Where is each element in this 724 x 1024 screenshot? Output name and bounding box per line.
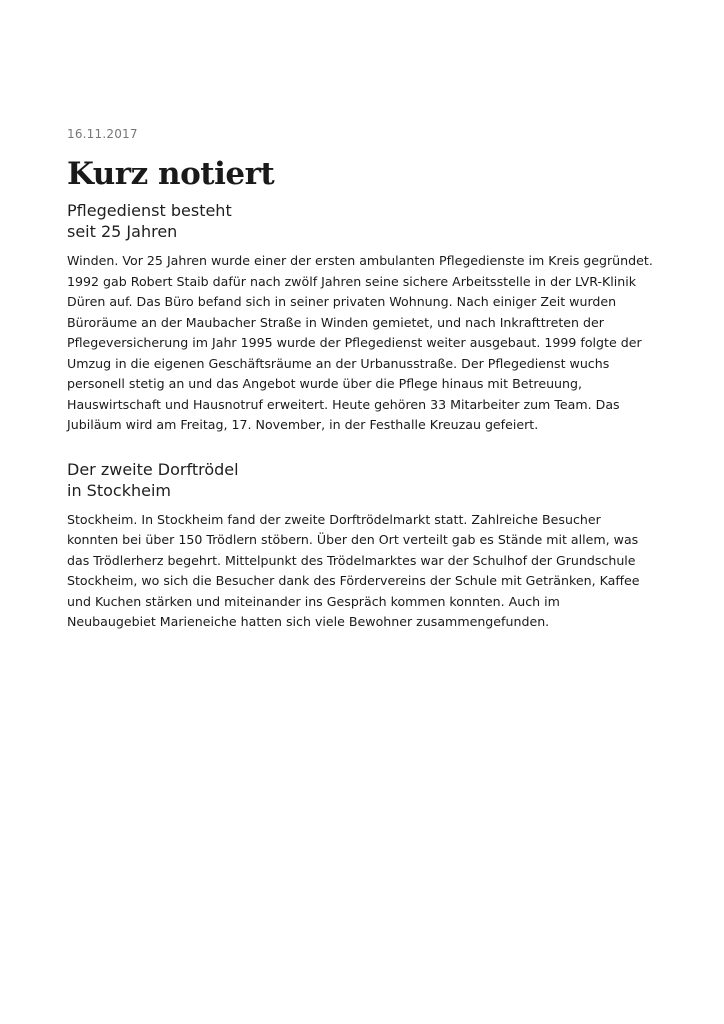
body-line: Jubiläum wird am Freitag, 17. November, in der Festhalle Kreuzau gefeiert. (67, 417, 539, 432)
news-item-body (67, 251, 667, 436)
body-line: konnten bei über 150 Trödlern stöbern. Über den Ort verteilt gab es Stände mit allem, was (67, 532, 639, 547)
news-item-heading (67, 200, 667, 242)
body-line: Düren auf. Das Büro befand sich in seiner privaten Wohnung. Nach einiger Zeit wurden (67, 294, 617, 309)
article-date: 16.11.2017 (67, 127, 138, 141)
heading-line: Pflegedienst besteht (67, 201, 232, 220)
body-line: das Trödlerherz begehrt. Mittelpunkt des Trödelmarktes war der Schulhof der Grundschule (67, 552, 636, 568)
article-page (67, 126, 667, 633)
body-line: Stockheim. In Stockheim fand der zweite Dorftrödelmarkt statt. Zahlreiche Besucher (67, 511, 601, 527)
body-line: Pflegeversicherung im Jahr 1995 wurde der Pflegedienst weiter ausgebaut. 1999 folgte der (67, 335, 642, 350)
news-item-heading (67, 459, 667, 501)
body-line: und Kuchen stärken und miteinander ins Gespräch kommen konnten. Auch im (67, 593, 560, 609)
heading-line: in Stockheim (67, 480, 171, 500)
body-line: Umzug in die eigenen Geschäftsräume an der Urbanusstraße. Der Pflegedienst wuchs (67, 355, 610, 371)
body-line: Neubaugebiet Marieneiche hatten sich viele Bewohner zusammengefunden. (67, 614, 550, 629)
news-item-pflegedienst (67, 200, 667, 436)
heading-line: seit 25 Jahren (67, 222, 178, 241)
body-line: Büroräume an der Maubacher Straße in Winden gemietet, und nach Inkrafttreten der (67, 314, 604, 330)
body-line: personell stetig an und das Angebot wurde über die Pflege hinaus mit Betreuung, (67, 376, 583, 391)
body-line: 1992 gab Robert Staib dafür nach zwölf Jahren seine sichere Arbeitsstelle in der LVR-Klinik (67, 273, 637, 289)
news-item-body (67, 510, 667, 633)
body-line: Hauswirtschaft und Hausnotruf erweitert. Heute gehören 33 Mitarbeiter zum Team. Das (67, 396, 620, 412)
body-line: Winden. Vor 25 Jahren wurde einer der ersten ambulanten Pflegedienste im Kreis gegründet. (67, 253, 653, 268)
news-item-dorftroedel (67, 459, 667, 633)
heading-line: Der zweite Dorftrödel (67, 459, 239, 479)
page-title: Kurz notiert (67, 156, 275, 192)
body-line: Stockheim, wo sich die Besucher dank des Fördervereins der Schule mit Getränken, Kaffee (67, 573, 640, 588)
